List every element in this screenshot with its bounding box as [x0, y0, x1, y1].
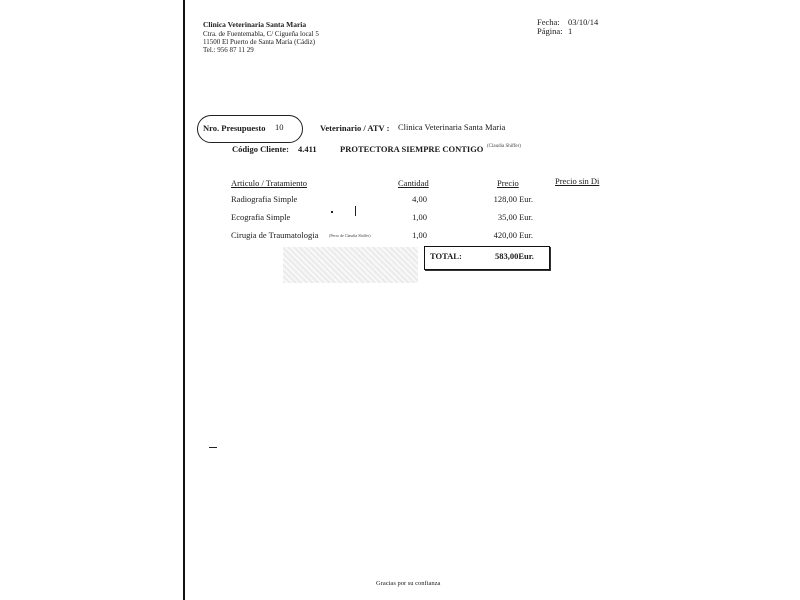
- nro-presupuesto-value: 10: [275, 122, 284, 132]
- pagina-value: 1: [568, 26, 573, 36]
- row-3-cantidad: 1,00: [412, 230, 427, 240]
- row-3-articulo: Cirugia de Traumatologia: [231, 230, 319, 240]
- row-3-precio: 420,00 Eur.: [493, 230, 533, 240]
- fecha-value: 03/10/14: [568, 17, 599, 27]
- clinic-name: Clinica Veterinaria Santa Maria: [203, 20, 307, 29]
- row-3-note: (Perro de Claudia Shiffer): [329, 233, 371, 238]
- faded-scan-area: [283, 247, 418, 283]
- header-precio: Precio: [497, 178, 519, 188]
- total-value: 583,00Eur.: [495, 251, 534, 261]
- codigo-cliente-label: Código Cliente:: [232, 144, 289, 154]
- row-1-cantidad: 4,00: [412, 194, 427, 204]
- codigo-cliente-value: 4.411: [298, 144, 317, 154]
- row-1-precio: 128,00 Eur.: [493, 194, 533, 204]
- veterinario-value: Clinica Veterinaria Santa Maria: [398, 122, 506, 132]
- nro-presupuesto-label: Nro. Presupuesto: [203, 123, 266, 133]
- row-1-articulo: Radiografia Simple: [231, 194, 298, 204]
- document-page: [183, 0, 800, 600]
- fecha-label: Fecha:: [537, 17, 560, 27]
- total-label: TOTAL:: [430, 251, 462, 261]
- footer-thanks: Gracias por su confianza: [376, 580, 441, 587]
- header-articulo: Articulo / Tratamiento: [231, 178, 308, 188]
- scan-speck: [331, 211, 333, 213]
- row-2-cantidad: 1,00: [412, 212, 427, 222]
- header-cantidad: Cantidad: [398, 178, 429, 188]
- cliente-name: PROTECTORA SIEMPRE CONTIGO: [340, 144, 484, 154]
- row-2-precio: 35,00 Eur.: [497, 212, 533, 222]
- header-precio-sin: Precio sin Di: [555, 176, 600, 186]
- veterinario-label: Veterinario / ATV :: [320, 123, 390, 133]
- clinic-address-2: 11500 El Puerto de Santa María (Cádiz): [203, 38, 316, 46]
- cliente-note: (Claudia Shiffer): [487, 144, 521, 149]
- pagina-label: Página:: [537, 26, 563, 36]
- row-2-articulo: Ecografia Simple: [231, 212, 291, 222]
- clinic-phone: Tel.: 956 87 11 29: [203, 46, 254, 54]
- clinic-address-1: Ctra. de Fuentemabla, C/ Cigueña local 5: [203, 30, 319, 38]
- scan-mark: [355, 206, 356, 216]
- scan-mark: [209, 447, 217, 448]
